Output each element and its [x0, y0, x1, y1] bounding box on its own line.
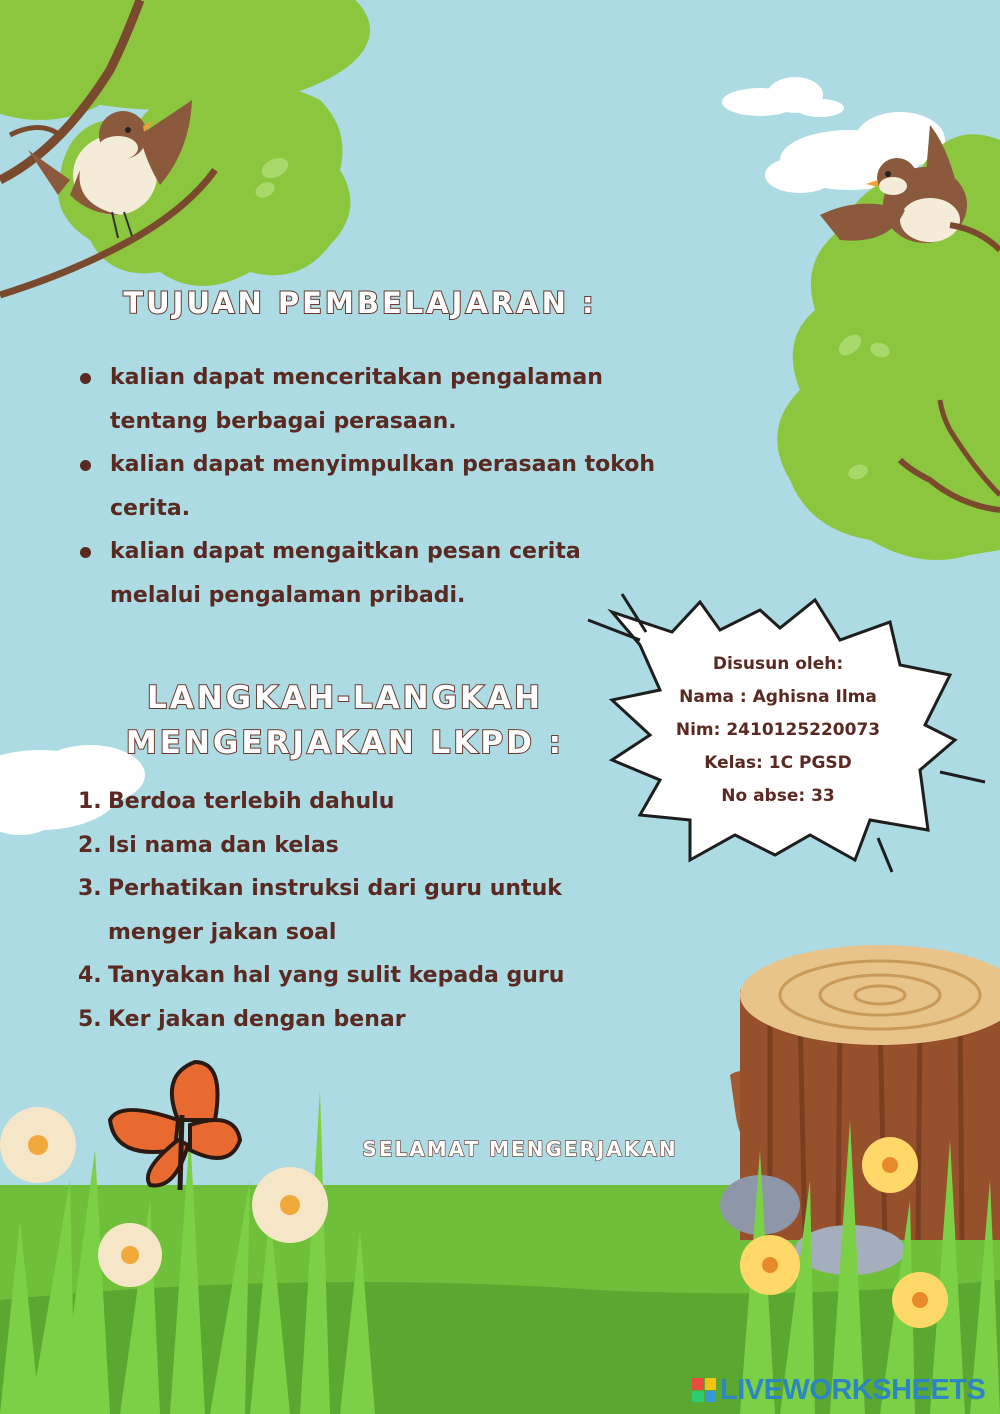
- tujuan-list: [74, 356, 674, 617]
- closing-message: SELAMAT MENGERJAKAN: [362, 1137, 678, 1161]
- list-item: [78, 824, 638, 868]
- list-number: 4.: [78, 963, 102, 988]
- flower-icon: [252, 1167, 328, 1243]
- langkah-list: [78, 780, 638, 1041]
- tree-foliage-top-left: [0, 0, 370, 295]
- author-heading: Disusun oleh:: [712, 654, 844, 674]
- list-number: 1.: [78, 789, 102, 814]
- flower-icon: [0, 1107, 76, 1183]
- langkah-title: LANGKAH-LANGKAH MENGERJAKAN LKPD :: [125, 680, 565, 761]
- list-number: 2.: [78, 832, 102, 858]
- list-item: kalian dapat mengaitkan pesan cerita melalui pengalaman pribadi.: [74, 530, 674, 617]
- flower-icon: [862, 1137, 918, 1193]
- author-absen: No abse: 33: [721, 786, 835, 806]
- author-info: [648, 648, 908, 813]
- list-text: Isi nama dan kelas: [108, 832, 339, 858]
- author-class: Kelas: 1C PGSD: [704, 753, 852, 773]
- list-item: [78, 998, 638, 1042]
- tujuan-title: TUJUAN PEMBELAJARAN :: [123, 286, 597, 320]
- liveworksheets-icon: [692, 1378, 716, 1402]
- list-text: Ker jakan dengan benar: [108, 1006, 406, 1032]
- author-nim: Nim: 2410125220073: [675, 720, 881, 740]
- flower-icon: [98, 1223, 162, 1287]
- list-item: kalian dapat menyimpulkan perasaan tokoh cerita.: [74, 443, 674, 530]
- list-item: kalian dapat menceritakan pengalaman tentang berbagai perasaan.: [74, 356, 674, 443]
- flower-icon: [892, 1272, 948, 1328]
- butterfly-icon: [110, 1062, 240, 1190]
- list-text: Berdoa terlebih dahulu: [108, 789, 395, 814]
- list-item: [78, 867, 638, 954]
- list-item: [78, 780, 638, 824]
- list-item: [78, 954, 638, 998]
- cloud-icon: [722, 77, 844, 117]
- list-text: Tanyakan hal yang sulit kepada guru: [108, 963, 565, 988]
- list-number: 5.: [78, 1006, 102, 1032]
- flower-icon: [740, 1235, 800, 1295]
- brand-text: LIVEWORKSHEETS: [720, 1373, 986, 1406]
- list-text: Perhatikan instruksi dari guru untuk menger jakan soal: [108, 876, 562, 945]
- author-name: Nama : Aghisna Ilma: [679, 687, 877, 707]
- liveworksheets-logo[interactable]: [692, 1373, 985, 1407]
- list-number: 3.: [78, 876, 102, 901]
